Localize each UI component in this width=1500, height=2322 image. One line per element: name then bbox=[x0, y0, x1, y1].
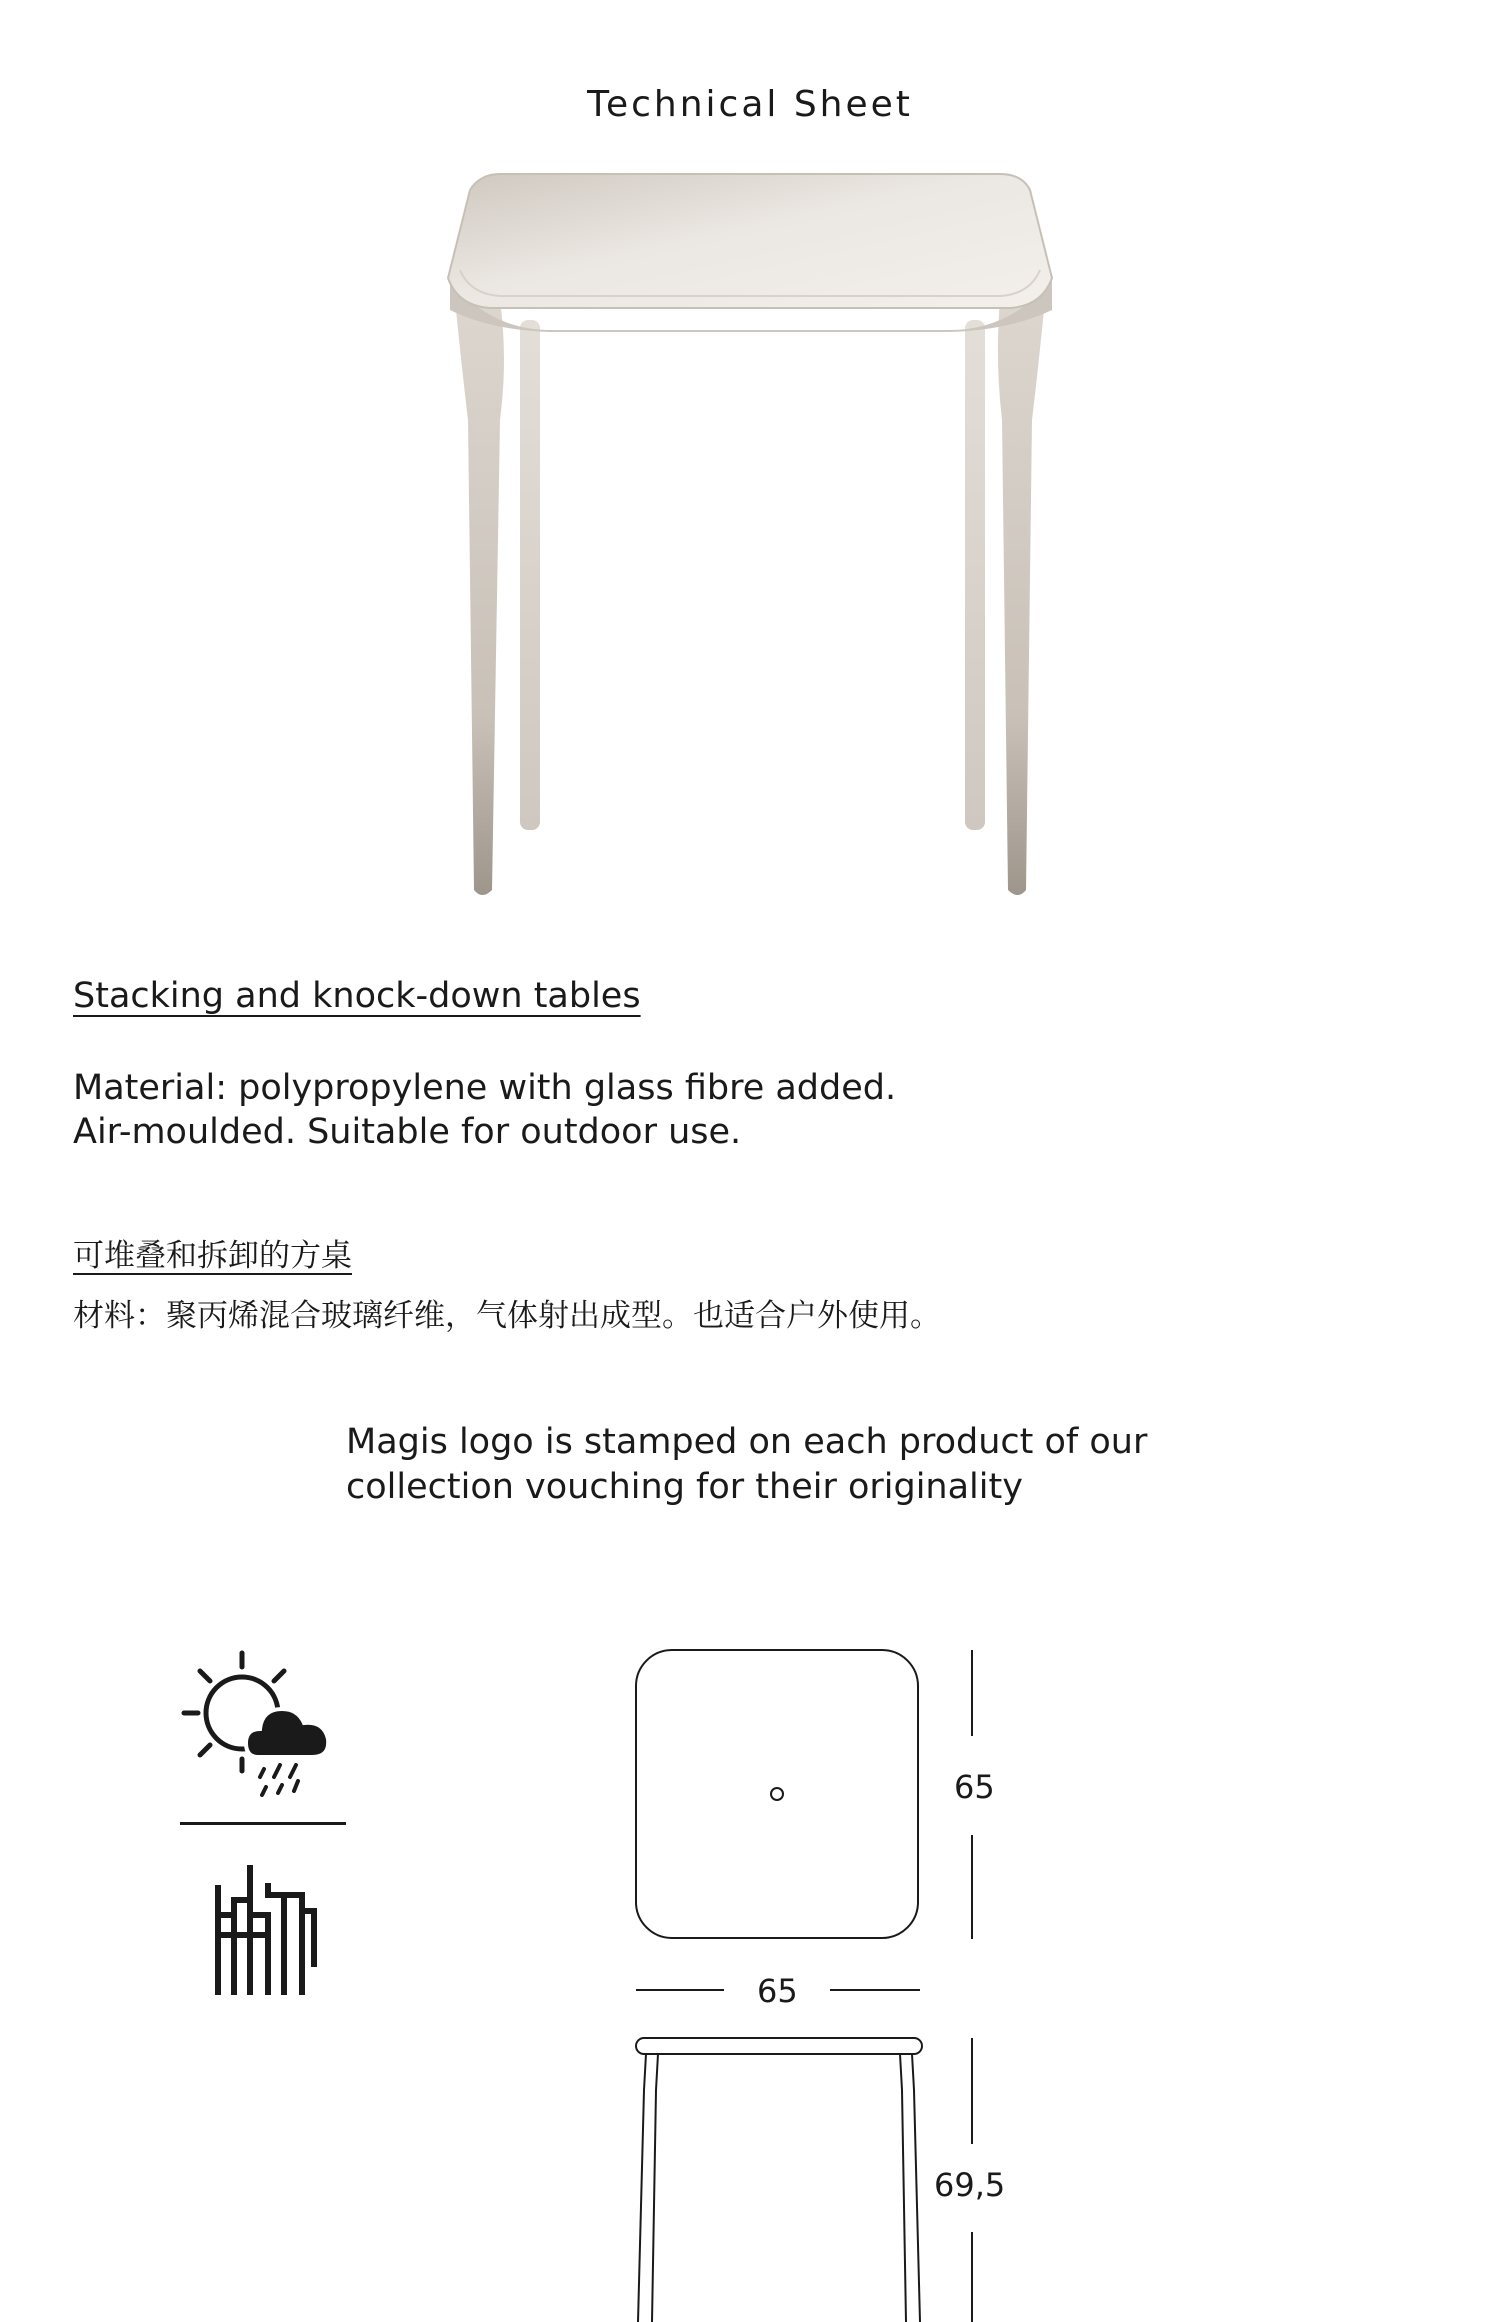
material-line: Material: polypropylene with glass fibre added. bbox=[73, 1068, 897, 1108]
width-dimension-line-left bbox=[636, 1989, 724, 1991]
sun-cloud-rain-icon bbox=[180, 1645, 350, 1805]
width-dimension-line-right bbox=[830, 1989, 920, 1991]
width-dimension: 65 bbox=[757, 1972, 798, 2010]
side-view-drawing bbox=[630, 2030, 930, 2322]
icon-divider bbox=[180, 1822, 346, 1825]
depth-dimension: 65 bbox=[954, 1768, 995, 1806]
product-heading: Stacking and knock-down tables bbox=[73, 976, 641, 1016]
logo-note bbox=[346, 1420, 1147, 1510]
cn-product-heading: 可堆叠和拆卸的方桌 bbox=[73, 1238, 352, 1274]
page-title: Technical Sheet bbox=[587, 84, 913, 125]
material-line: Air-moulded. Suitable for outdoor use. bbox=[73, 1112, 742, 1152]
height-dimension-line-top bbox=[971, 2038, 973, 2144]
height-dimension: 69,5 bbox=[934, 2166, 1006, 2204]
top-view-drawing bbox=[630, 1640, 930, 1990]
depth-dimension-line-top bbox=[971, 1650, 973, 1736]
height-dimension-line-bottom bbox=[971, 2232, 973, 2322]
logo-note-line: collection vouching for their originality bbox=[346, 1467, 1023, 1507]
material-description bbox=[73, 1066, 896, 1154]
depth-dimension-line-bottom bbox=[971, 1835, 973, 1939]
logo-note-line: Magis logo is stamped on each product of our bbox=[346, 1422, 1148, 1462]
product-image bbox=[430, 170, 1070, 900]
stackable-icon bbox=[210, 1855, 320, 1995]
cn-material-description: 材料：聚丙烯混合玻璃纤维，气体射出成型。也适合户外使用。 bbox=[73, 1298, 941, 1334]
